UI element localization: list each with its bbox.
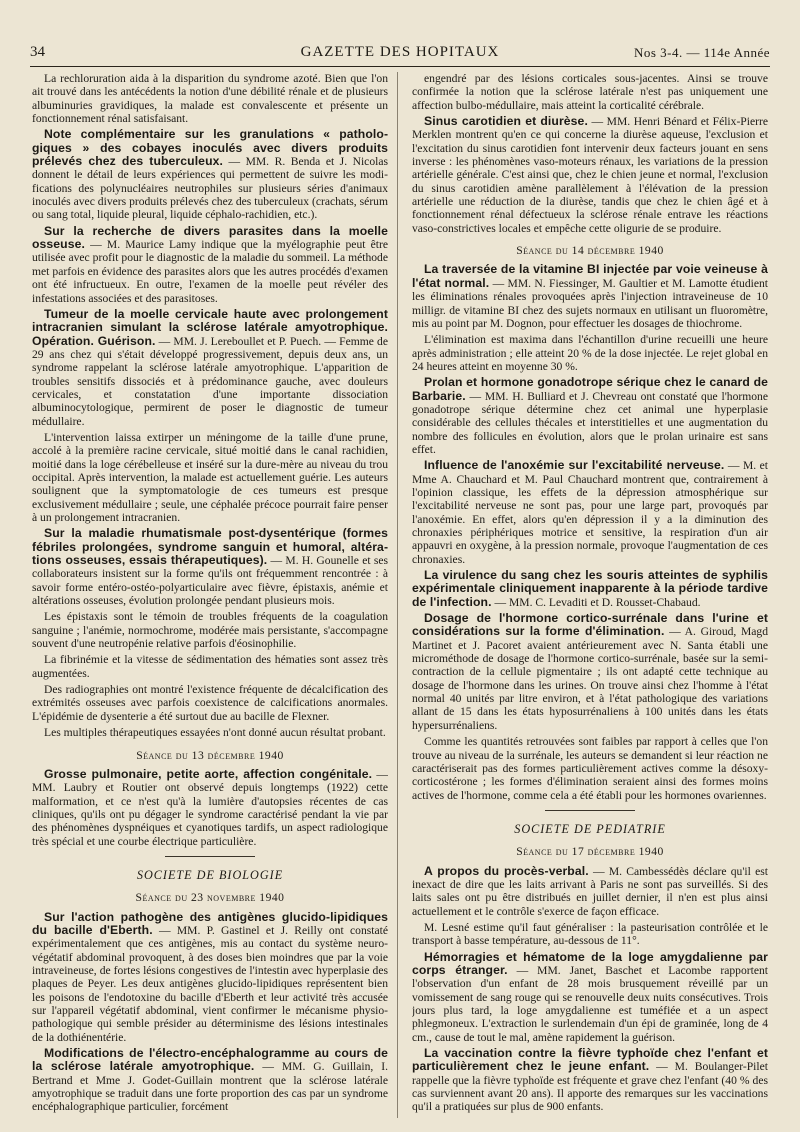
article-entry [32,1047,388,1114]
article-paragraph [412,921,768,948]
article-title: Sur la recherche de divers parasites dans la moelle osseuse. [32,223,388,252]
article-paragraph [32,726,388,739]
article-text: Des radiographies ont montré l'existence fréquente de décalcification des extrémités osseuses avec parfois coexistence de calcifications anormales. L'épidémie de dysenterie a été surtout due au bacille de Flexner. [32,683,388,723]
article-text: La rechloruration aida à la disparition du syndrome azoté. Bien que l'on ait trouvé dans les antécédents la notion d'une débilité rénale et de plusieurs albuminuries gravidiques, la malade est convalescente et présente un fonctionnement rénal satisfaisant. [32,72,388,126]
right-column [412,72,768,1122]
article-entry [32,308,388,428]
section-divider [165,856,255,857]
article-paragraph [32,653,388,680]
issue-label: Nos 3-4. — 114e Année [633,45,770,60]
article-title: La vaccination contre la fièvre typhoïde chez l'enfant et particulièrement chez le jeune enfant. [412,1046,768,1074]
article-title: Modifications de l'électro-encéphalogramme au cours de la sclérose latérale amyotrophique. [32,1046,388,1074]
article-entry [412,115,768,235]
article-entry [412,865,768,918]
header-rule [30,66,770,67]
session-date [32,891,388,904]
heading-text: SOCIETE DE BIOLOGIE [136,867,284,882]
article-text: — M. H. Gounelle et ses collaborateurs insistent sur la forme qu'ils ont fréquemment rencontrée : à savoir forme entéro-ostéo-polyarticulaire avec fièvre, épistaxis, anémie et altérations osseuses, évolution prolongée pendant plusieurs mois. [32,554,388,608]
heading-text: SOCIETE DE PEDIATRIE [514,821,666,836]
article-entry [412,569,768,609]
article-paragraph [32,72,388,125]
article-text: — MM. P. Gastinel et J. Reilly ont constaté expérimentalement que ces antigènes, mis au contact du système neuro-végétatif abdominal provoquent, à des doses bien moindres que par la voie intraveineuse, de fortes lésions congestives de l'intestin avec hyperplasie des plaques de Peyer. Les deux antigènes glucido-lipidiques représentent bien les poisons de l'endotoxine du bacille d'Eberth et leur activité très accusée sur l'appareil végétatif abdominal, vient confirmer le mécanisme physio-pathologique qui semble présider au déterminisme des lésions intestinales de la dothiénentérie. [32,923,388,1044]
article-paragraph [32,610,388,650]
article-text: — M. Cambessédès déclare qu'il est inexact de dire que les laits arrivant à Paris ne sont pas surveillés. Si des laits sales ont pu être distribués en juillet dernier, il n'en est plus ainsi actuellement et le contrôle s'exerce de façon efficace. [412,864,768,918]
article-text: — MM. J. Lereboullet et P. Puech. — Femme de 29 ans chez qui s'était développé progressivement, depuis deux ans, un syndrome rappelant la sclérose latérale amyotrophique. L'apparition de troubles sensitifs dissociés et à prédominance gauche, avec douleurs cervicales, et constatation d'une importante dissociation albuminocytologique, permirent de poser le diagnostic de tumeur médullaire. [32,334,388,428]
article-title: Sur l'action pathogène des antigènes glucido-lipidiques du bacille d'Eberth. [32,909,388,937]
article-entry [412,376,768,456]
session-date [32,749,388,762]
article-text: engendré par des lésions corticales sous-jacentes. Ainsi se trouve confirmée la notion que la sclérose latérale n'est pas uniquement une affection bulbo-médullaire, mais atteint la corticalité cérébrale. [412,72,768,112]
article-paragraph [412,333,768,373]
article-entry [32,527,388,607]
article-text: Les épistaxis sont le témoin de troubles fréquents de la coagulation sanguine ; l'anémie, normochrome, modérée mais persistante, s'accompagne souvent d'une neutropénie relative parfois d'éosinophilie. [32,610,388,651]
article-text: — MM. R. Benda et J. Nicolas donnent le détail de leurs expériences qui permettent de suivre les modifications des polynucléaires neutrophiles sur plusieurs séries d'animaux inoculés avec divers produits prélevés chez des tuberculeux (crachats, sérum ou sang total, liquide pleural, liquide céphalo-rachidien, etc.). [32,155,388,222]
article-title: Grosse pulmonaire, petite aorte, affection congénitale. [44,766,373,781]
article-text: Comme les quantités retrouvées sont faibles par rapport à celles que l'on trouve au niveau de la surrénale, les auteurs se demandent si leur réaction ne caractériserait pas des formes particulièrement actives comme la désoxy-corticostérone ; les formes d'élimination seraient ainsi des formes moins actives de l'hormone, comme cela a été établi pour les hormones ovariennes. [412,735,768,802]
article-text: — M. et Mme A. Chauchard et M. Paul Chauchard montrent que, contrairement à l'opinion classique, les effets de la dépression atmosphérique sur l'excitabilité nerveuse ne sont pas, pour une large part, provoqués par l'anoxémie. En effet, alors qu'en dépression il y a la diminution des chronaxies périphériques motrice et sensitive, la respiration d'un air appauvri en oxygène, à la pression normale, provoque l'augmentation de ces chronaxies. [412,459,768,566]
article-entry [32,768,388,848]
article-title: Sinus carotidien et diurèse. [424,114,588,129]
article-text: Les multiples thérapeutiques essayées n'ont donné aucun résultat probant. [44,726,386,740]
article-text: — MM. Henri Bénard et Félix-Pierre Merklen montrent qu'en ce qui concerne la diurèse aqueuse, l'exclusion et l'excitation du sinus carotidien font intervenir deux facteurs jouant en sens inverse : les phénomènes vaso-moteurs rénaux, les variations de la pression artérielle générale. C'est ainsi que, chez le chien jeune et normal, l'exclusion du sinus carotidien amène parallèlement à l'élévation de la pression artérielle une réduction de la diurèse, tandis que chez le chien âgé et à fonctionnement rénal défectueux la sclérose rénale entrave les réactions vaso-constrictives locales et empêche cette oligurie de se produire. [412,115,768,235]
article-title: Sur la maladie rhumatismale post-dysentérique (formes fébriles prolongées, syndrome sanguin et humoral, altérations osseuses, essais thérapeutiques). [32,526,388,568]
article-text: M. Lesné estime qu'il faut généraliser : la pasteurisation contrôlée et le transport à basse température, au-dessous de 11°. [412,920,768,948]
article-title: La traversée de la vitamine BI injectée par voie veineuse à l'état normal. [412,262,768,290]
column-separator [397,72,398,1118]
article-text: — A. Giroud, Magd Martinet et J. Pacoret avaient antérieurement avec N. Santa établi une microméthode de dosage de l'hormone cortico-surrénale, basée sur la semi-contraction de la cellule pigmentaire ; ils ont adapté cette technique au dosage de l'hormone dans les urines. On trouve ainsi chez l'homme à l'état normal 40 unités par litre environ, et à l'état pathologique des variations allant de 15 dans les états hyposurrénaliens à 100 unités dans les états hypersurrénaliens. [412,625,768,732]
article-entry [412,1047,768,1114]
heading-text: Séance du 14 décembre 1940 [516,244,664,258]
article-text: L'intervention laissa extirper un méningome de la taille d'une prune, accolé à la première racine cervicale, situé moitié dans le canal rachidien, moitié dans la loge cérébelleuse et inséré sur la dure-mère au niveau du trou occipital. Après intervention, la malade est actuellement guérie. Les auteurs soulignent que la symptomatologie de ces tumeurs est presque exclusivement médullaire ; seule, une céphalée précoce pourrait faire penser à un prolongement intracranien. [32,430,388,524]
left-column [32,72,388,1122]
article-title: Note complémentaire sur les granulations « pathologiques » des cobayes inoculés avec divers produits prélevés chez des tuberculeux. [32,127,388,169]
journal-title: GAZETTE DES HOPITAUX [300,44,500,60]
article-title: La virulence du sang chez les souris atteintes de syphilis expérimentale cliniquement inapparente à la période tardive de l'infection. [412,568,768,609]
section-divider [545,810,635,811]
society-heading [32,869,388,882]
heading-text: Séance du 17 décembre 1940 [516,845,664,859]
heading-text: Séance du 23 novembre 1940 [135,891,285,905]
article-title: A propos du procès-verbal. [424,863,589,878]
article-text: — MM. G. Guillain, I. Bertrand et Mme J. Godet-Guillain montrent que la sclérose latérale amyotrophique se traduit dans une forte proportion des cas par un syndrome encéphalographique particulier, forcément [32,1060,388,1114]
article-title: Influence de l'anoxémie sur l'excitabilité nerveuse. [424,458,725,473]
article-title: Prolan et hormone gonadotrope sérique chez le canard de Barbarie. [412,375,768,403]
article-text: — M. Boulanger-Pilet rappelle que la fièvre typhoïde est fréquente et grave chez l'enfant (40 % des cas surviennent avant 20 ans). Il apporte des remarques sur les vaccinations qu'il a pratiquées sur plus de 900 enfants. [412,1060,768,1114]
article-paragraph [412,735,768,802]
article-paragraph [32,431,388,524]
society-heading [412,823,768,836]
article-entry [412,263,768,330]
article-entry [412,459,768,566]
article-text: La fibrinémie et la vitesse de sédimentation des hématies sont assez très augmentées. [32,653,388,680]
article-text: L'élimination est maxima dans l'échantillon d'urine recueilli une heure après administration ; elle atteint 20 % de la dose injectée. Le rejet global en 24 heures atteint en moyenne 30 %. [412,333,768,373]
session-date [412,845,768,858]
article-text: — MM. Janet, Baschet et Lacombe rapportent l'observation d'un enfant de 28 mois brusquement réveillé par un vomissement de sang rouge qui se renouvelle deux nuits consécutives. Trois jours plus tard, la loge amygdalienne est tuméfiée et a un aspect phlegmoneux. L'extraction le surlendemain d'un épi de graminée, long de 4 cm., cause de tout le mal, amène rapidement la guérison. [412,963,768,1044]
session-date [412,244,768,257]
article-entry [412,951,768,1044]
article-text: — MM. Laubry et Routier ont observé depuis longtemps (1922) cette malformation, et ce n'est qu'à la lumière d'autopsies récentes de cas cliniques, qu'ils ont pu dégager le syndrome caractérisé pendant la vie par des phénomènes dyspnéiques et cyanotiques tardifs, un aspect radiologique très spécial et une courbe électrique particulière. [32,767,388,848]
article-entry [32,911,388,1044]
article-title: Dosage de l'hormone cortico-surrénale dans l'urine et considérations sur la forme d'élimination. [412,611,768,639]
article-text: — MM. H. Bulliard et J. Chevreau ont constaté que l'hormone gonadotrope sérique détermine chez cet animal une hyperplasie considérable des cellules thécales et interstitielles et une augmentation du nombre des follicules en évolution, alors que le prolan urinaire est sans effet. [412,389,768,456]
article-entry [412,612,768,732]
heading-text: Séance du 13 décembre 1940 [136,748,284,762]
page-header [30,42,770,64]
article-text: — MM. N. Fiessinger, M. Gaultier et M. Lamotte étudient les éliminations rénales provoquées après l'injection intraveineuse de 10 milligr. de vitamine BI chez des sujets normaux en utilisant un fluoromètre, mis au point par M. Dognon, pour effectuer les dosages de thiochrome. [412,276,768,330]
article-title: Tumeur de la moelle cervicale haute avec prolongement intracranien simulant la sclérose latérale amyotrophique. Opération. Guérison. [32,306,388,348]
article-paragraph [32,683,388,723]
article-text: — MM. C. Levaditi et D. Rousset-Chabaud. [491,595,701,609]
article-entry [32,128,388,221]
article-title: Hémorragies et hématome de la loge amygdalienne par corps étranger. [412,949,768,977]
article-text: — M. Maurice Lamy indique que la myélographie peut être utilisée avec profit pour le diagnostic de la maladie du sommeil. La méthode met parfois en évidence des parasites alors que les autres procédés d'examen ont été infructueux. En outre, l'examen de la moelle peut révéler des infestations associées et des parasitoses. [32,238,388,305]
article-paragraph [412,72,768,112]
article-entry [32,225,388,305]
page-number: 34 [30,44,45,60]
